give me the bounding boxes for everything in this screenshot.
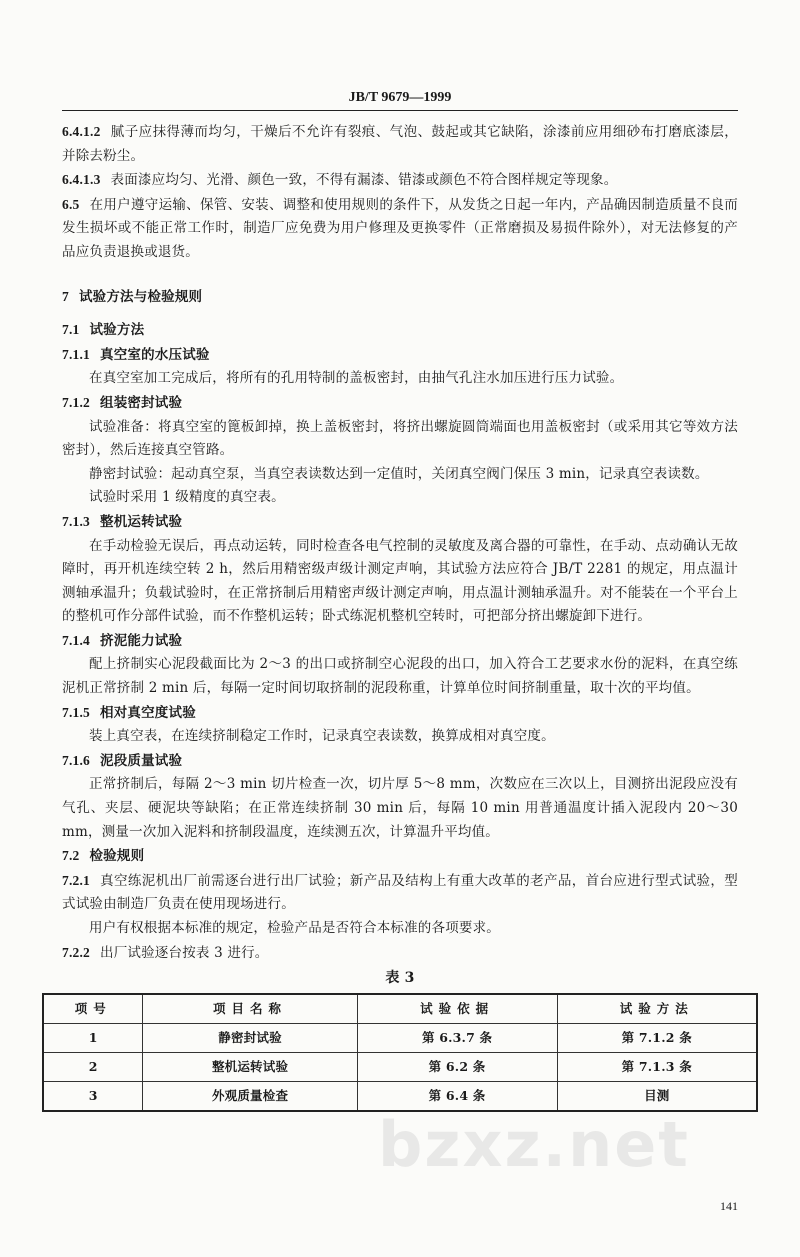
table-3 [42, 993, 758, 1112]
clause-7-1-5-text: 装上真空表，在连续挤制稳定工作时，记录真空表读数，换算成相对真空度。 [89, 728, 555, 745]
table-cell: 目测 [557, 1081, 757, 1111]
clause-7-1-4-text: 配上挤制实心泥段截面比为 2～3 的出口或挤制空心泥段的出口，加入符合工艺要求水份的泥料，在真空练泥机正常挤制 2 min 后，每隔一定时间切取挤制的泥段称重，计算单位时间挤制重量，取十次的平均值。 [62, 656, 738, 697]
col-header-method: 试验方法 [557, 994, 757, 1024]
table-cell: 1 [43, 1023, 143, 1052]
col-header-item-name: 项目名称 [143, 994, 357, 1024]
document-body [62, 120, 738, 1112]
clause-6-4-1-2: 6.4.1.2 腻子应抹得薄而均匀，干燥后不允许有裂痕、气泡、鼓起或其它缺陷，涂漆前应用细砂布打磨底漆层，并除去粉尘。 [62, 124, 738, 164]
header-rule [62, 110, 738, 111]
clause-7-1-2-text-3: 试验时采用 1 级精度的真空表。 [89, 489, 285, 506]
clause-7-1-3-heading: 7.1.3 整机运转试验 [62, 513, 183, 530]
clause-7-1-3-text: 在手动检验无误后，再点动运转，同时检查各电气控制的灵敏度及离合器的可靠性，在手动、点动确认无故障时，再开机连续空转 2 h，然后用精密级声级计测定声响，其试验方法应符合 JB/T 2281 的规定，用点温计测轴承温升；负载试验时，在正常挤制后用精密声级计测定声响，用点温计测轴承温升。对不能装在一个平台上的整机可作分部件试验，而不作整机运转；卧式练泥机整机空转时，可把部分挤出螺旋卸下进行。 [62, 537, 738, 625]
table-row [43, 1052, 757, 1081]
clause-7-1-2-text-1: 试验准备：将真空室的篦板卸掉，换上盖板密封，将挤出螺旋圆筒端面也用盖板密封（或采用其它等效方法密封），然后连接真空管路。 [62, 418, 738, 459]
clause-7-1-6-heading: 7.1.6 泥段质量试验 [62, 752, 183, 769]
table-cell: 3 [43, 1081, 143, 1111]
clause-6-4-1-3: 6.4.1.3 表面漆应均匀、光滑、颜色一致，不得有漏漆、错漆或颜色不符合图样规定等现象。 [62, 172, 618, 189]
table-cell: 整机运转试验 [143, 1052, 357, 1081]
col-header-item-no: 项号 [43, 994, 143, 1024]
clause-7-2-2: 7.2.2 出厂试验逐台按表 3 进行。 [62, 944, 269, 961]
clause-7-2-heading: 7.2 检验规则 [62, 848, 145, 865]
clause-7-2-1: 7.2.1 真空练泥机出厂前需逐台进行出厂试验；新产品及结构上有重大改革的老产品，首台应进行型式试验，型式试验由制造厂负责在使用现场进行。 [62, 872, 738, 913]
col-header-basis: 试验依据 [357, 994, 557, 1024]
clause-7-1-heading: 7.1 试验方法 [62, 322, 145, 339]
clause-7-1-4-heading: 7.1.4 挤泥能力试验 [62, 632, 183, 649]
clause-6-5: 6.5 在用户遵守运输、保管、安装、调整和使用规则的条件下，从发货之日起一年内，产品确因制造质量不良而发生损坏或不能正常工作时，制造厂应免费为用户修理及更换零件（正常磨损及易损件除外），对无法修复的产品应负责退换或退货。 [62, 196, 738, 260]
chapter-7-heading: 7 试验方法与检验规则 [62, 288, 203, 305]
table-cell: 第 6.4 条 [357, 1081, 557, 1111]
table-cell: 第 6.2 条 [357, 1052, 557, 1081]
table-cell: 2 [43, 1052, 143, 1081]
clause-7-1-1-heading: 7.1.1 真空室的水压试验 [62, 346, 210, 363]
table-caption: 表 3 [385, 970, 415, 987]
table-cell: 静密封试验 [143, 1023, 357, 1052]
clause-7-1-5-heading: 7.1.5 相对真空度试验 [62, 704, 196, 721]
table-cell: 第 7.1.2 条 [557, 1023, 757, 1052]
watermark: bzxz.net [378, 1108, 690, 1181]
table-cell: 第 6.3.7 条 [357, 1023, 557, 1052]
table-row [43, 1023, 757, 1052]
page-number: 141 [720, 1199, 738, 1213]
table-header-row [43, 994, 757, 1024]
clause-7-1-2-heading: 7.1.2 组装密封试验 [62, 394, 183, 411]
page-header: JB/T 9679—1999 [348, 90, 452, 105]
table-row [43, 1081, 757, 1111]
table-cell: 外观质量检查 [143, 1081, 357, 1111]
table-cell: 第 7.1.3 条 [557, 1052, 757, 1081]
clause-7-2-1-text-2: 用户有权根据本标准的规定，检验产品是否符合本标准的各项要求。 [89, 920, 500, 936]
clause-7-1-1-text: 在真空室加工完成后，将所有的孔用特制的盖板密封，由抽气孔注水加压进行压力试验。 [89, 370, 624, 387]
clause-7-1-6-text: 正常挤制后，每隔 2～3 min 切片检查一次，切片厚 5～8 mm，次数应在三次以上，目测挤出泥段应没有气孔、夹层、硬泥块等缺陷；在正常连续挤制 30 min 后，每隔 10 min 用普通温度计插入泥段内 20～30 mm，测量一次加入泥料和挤制段温度，连续测五次，计算温升平均值。 [62, 776, 738, 840]
clause-7-1-2-text-2: 静密封试验：起动真空泵，当真空表读数达到一定值时，关闭真空阀门保压 3 min，记录真空表读数。 [89, 465, 709, 482]
